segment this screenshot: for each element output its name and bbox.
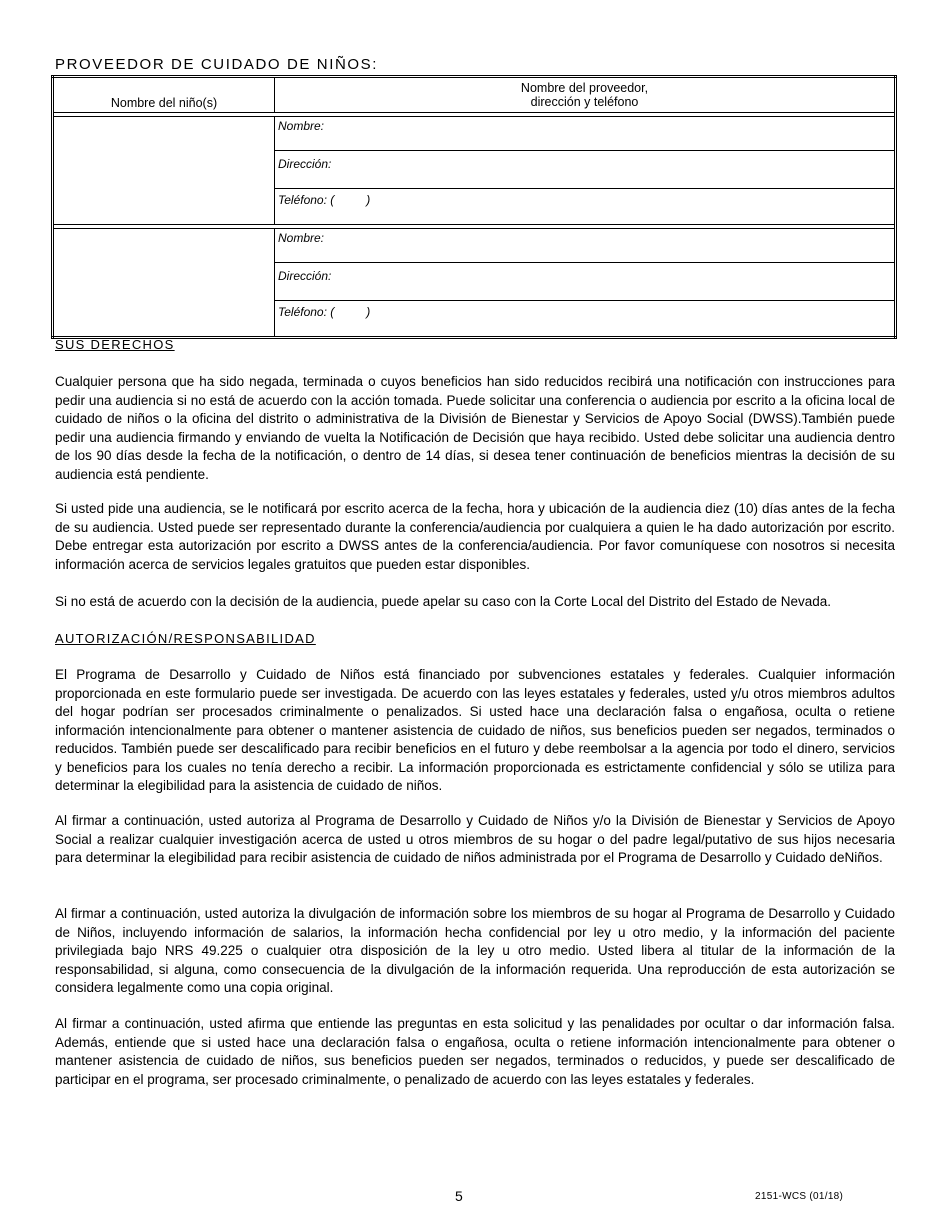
phone-close-paren: ): [366, 305, 371, 319]
page-number: 5: [455, 1188, 463, 1204]
provider-entry-2: [53, 229, 896, 263]
child-name-field-2[interactable]: [53, 229, 275, 338]
rights-paragraph-1: Cualquier persona que ha sido negada, terminada o cuyos beneficios han sido reducidos recibirá una notificación con instrucciones para pedir una audiencia si no está de acuerdo con la acción tomada. Puede solicitar una conferencia o audiencia por escrito a la oficina local de cuidado de niños o la oficina del distrito o administrativa de la División de Bienestar y Servicios de Apoyo Social (DWSS).También puede pedir una audiencia firmando y enviando de vuelta la Notificación de Decisión que haya recibido. Usted debe solicitar una audiencia dentro de los 90 días desde la fecha de la notificación, o dentro de 14 días, si desea tener continuación de beneficios mientras la decisión de su audiencia está pendiente.: [55, 374, 895, 482]
address-label: Dirección:: [278, 269, 332, 283]
phone-close-paren: ): [366, 193, 371, 207]
rights-paragraph-3: Si no está de acuerdo con la decisión de la audiencia, puede apelar su caso con la Corte Local del Distrito del Estado de Nevada.: [55, 594, 831, 609]
provider-header-line1: Nombre del proveedor,: [520, 81, 649, 95]
authorization-paragraph-1: El Programa de Desarrollo y Cuidado de Niños está financiado por subvenciones estatales y federales. Cualquier información proporcionada en este formulario puede ser investigada. De acuerdo con las leyes estatales y federales, usted y/u otros miembros adultos del hogar podrían ser procesados criminalmente o penalizados. Si usted hace una declaración falsa o engañosa, oculta o retiene información intencionalmente para obtener o mantener asistencia de cuidado de niños, sus beneficios pueden ser negados, terminados o reducidos. También puede ser descalificado para recibir beneficios en el futuro y debe reembolsar a la agencia por todo el dinero, servicios y beneficios para los cuales no tenía derecho a recibir. La información proporcionada es estrictamente confidencial y sólo se utiliza para determinar la elegibilidad para la asistencia de cuidado de niños.: [55, 667, 895, 793]
provider-phone-field-2[interactable]: [275, 301, 896, 338]
provider-phone-field-1[interactable]: [275, 189, 896, 225]
phone-label: Teléfono: (: [278, 305, 335, 319]
provider-header-line2: dirección y teléfono: [530, 95, 639, 109]
child-name-field-1[interactable]: [53, 117, 275, 225]
phone-label: Teléfono: (: [278, 193, 335, 207]
form-code: 2151-WCS (01/18): [755, 1191, 844, 1202]
provider-entry-1: [53, 117, 896, 151]
authorization-paragraph-3: Al firmar a continuación, usted autoriza la divulgación de información sobre los miembros de su hogar al Programa de Desarrollo y Cuidado de Niños, incluyendo información de salarios, la información hecha confidencial por ley u otro medio, y la información del paciente privilegiada bajo NRS 49.225 o cualquier otra disposición de la ley u otro medio. Usted libera al titular de la información de la responsabilidad, si alguna, como consecuencia de la divulgación de la información requerida. Una reproducción de esta autorización se considera legalmente como una copia original.: [55, 906, 895, 995]
provider-table-header: [53, 77, 896, 113]
name-label: Nombre:: [278, 231, 325, 245]
provider-address-field-2[interactable]: [275, 263, 896, 301]
child-name-column-header: Nombre del niño(s): [53, 77, 275, 113]
provider-address-field-1[interactable]: [275, 151, 896, 189]
provider-table: [51, 75, 897, 339]
name-label: Nombre:: [278, 119, 325, 133]
provider-name-field-1[interactable]: [275, 117, 896, 151]
authorization-paragraph-2: Al firmar a continuación, usted autoriza al Programa de Desarrollo y Cuidado de Niños y/o la División de Bienestar y Servicios de Apoyo Social a realizar cualquier investigación acerca de usted u otros miembros de su hogar o del padre legal/putativo de sus hijos necesaria para determinar la elegibilidad para recibir asistencia de cuidado de niños administrada por el Programa de Desarrollo y Cuidado deNiños.: [55, 813, 895, 865]
rights-heading: SUS DERECHOS: [55, 337, 175, 352]
provider-column-header: [275, 77, 896, 113]
provider-section-title: PROVEEDOR DE CUIDADO DE NIÑOS:: [55, 56, 379, 73]
provider-name-field-2[interactable]: [275, 229, 896, 263]
rights-paragraph-2: Si usted pide una audiencia, se le notificará por escrito acerca de la fecha, hora y ubicación de la audiencia diez (10) días antes de la fecha de su audiencia. Usted puede ser representado durante la conferencia/audiencia por cualquiera a quien le ha dado autorización por escrito. Debe entregar esta autorización por escrito a DWSS antes de la conferencia/audiencia. Por favor comuníquese con nosotros si necesita información acerca de servicios legales gratuitos que pueden estar disponibles.: [55, 501, 895, 572]
address-label: Dirección:: [278, 157, 332, 171]
authorization-paragraph-4: Al firmar a continuación, usted afirma que entiende las preguntas en esta solicitud y las penalidades por ocultar o dar información falsa. Además, entiende que si usted hace una declaración falsa o engañosa, oculta o retiene información intencionalmente para obtener o mantener asistencia de cuidado de niños, sus beneficios pueden ser negados, terminados o reducidos, y puede ser descalificado de participar en el programa, ser procesado criminalmente, o penalizado de acuerdo con las leyes estatales y federales.: [55, 1016, 895, 1087]
authorization-heading: AUTORIZACIÓN/RESPONSABILIDAD: [55, 631, 316, 646]
